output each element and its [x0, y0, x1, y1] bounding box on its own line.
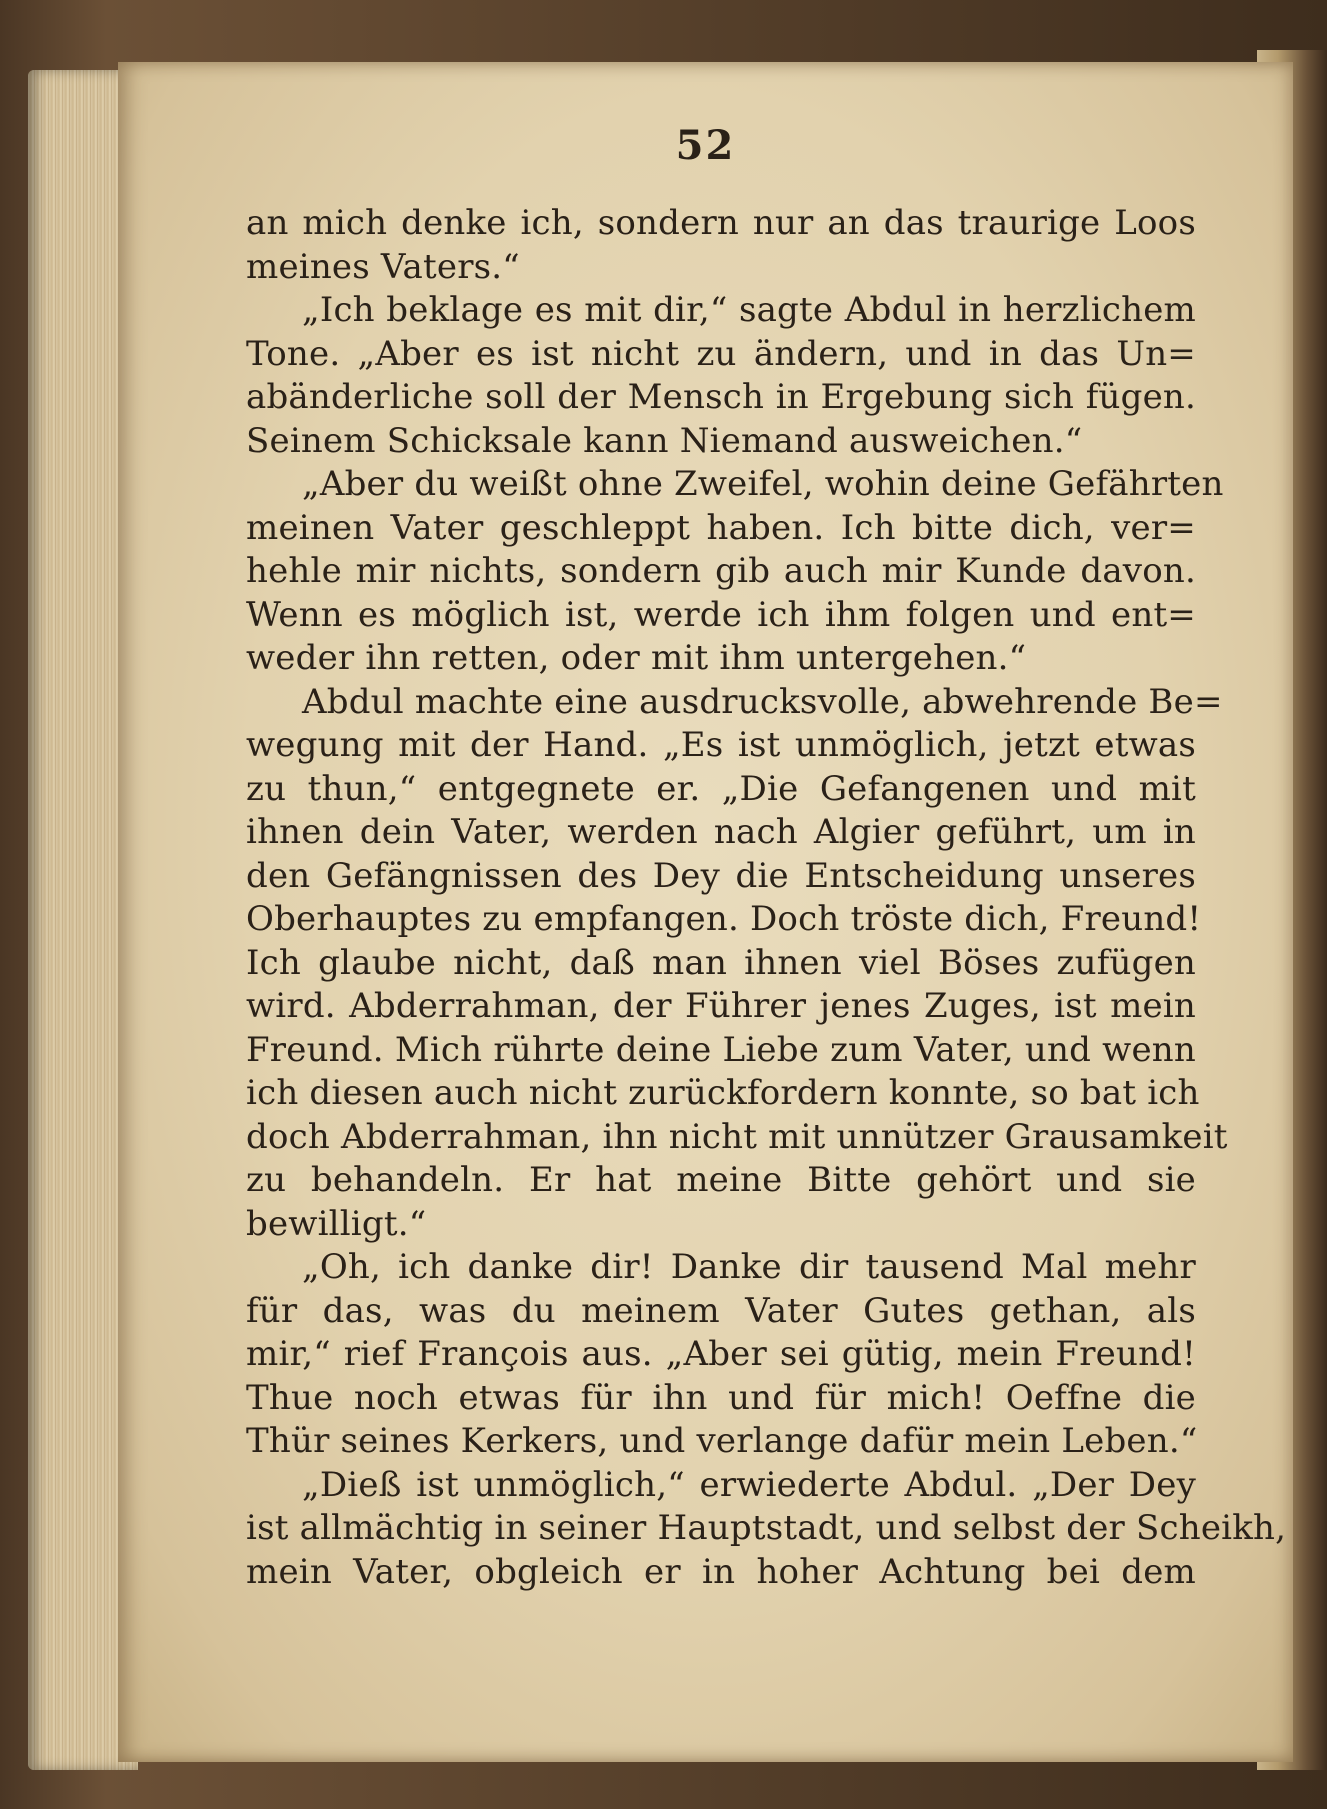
text-line: Seinem Schicksale kann Niemand ausweichen.“ [246, 420, 1083, 461]
text-line: Thue noch etwas für ihn und für mich! Oeffne die [246, 1377, 1196, 1418]
text-line: Freund. Mich rührte deine Liebe zum Vater, und wenn [246, 1029, 1196, 1070]
text-line: Wenn es möglich ist, werde ich ihm folgen und ent= [246, 594, 1196, 635]
text-line: Ich glaube nicht, daß man ihnen viel Böses zufügen [246, 942, 1196, 983]
text-line: mir,“ rief François aus. „Aber sei gütig, mein Freund! [246, 1334, 1196, 1374]
text-line: „Ich beklage es mit dir,“ sagte Abdul in herzlichem [302, 290, 1196, 330]
text-line: „Dieß ist unmöglich,“ erwiederte Abdul. „Der Dey [302, 1464, 1196, 1505]
text-line: weder ihn retten, oder mit ihm untergehen.“ [246, 638, 1027, 678]
text-line: Thür seines Kerkers, und verlange dafür mein Leben.“ [246, 1421, 1198, 1461]
page-number: 52 [675, 122, 736, 169]
text-line: bewilligt.“ [246, 1203, 427, 1244]
text-line: hehle mir nichts, sondern gib auch mir Kunde davon. [246, 551, 1196, 591]
text-line: ihnen dein Vater, werden nach Algier geführt, um in [246, 812, 1196, 852]
text-line: zu thun,“ entgegnete er. „Die Gefangenen und mit [246, 768, 1196, 809]
text-line: ist allmächtig in seiner Hauptstadt, und selbst der Scheikh, [246, 1508, 1287, 1548]
text-line: Tone. „Aber es ist nicht zu ändern, und in das Un= [246, 333, 1196, 374]
text-line: doch Abderrahman, ihn nicht mit unnützer Grausamkeit [246, 1116, 1228, 1157]
text-line: meines Vaters.“ [246, 246, 520, 287]
text-line: für das, was du meinem Vater Gutes gethan, als [246, 1290, 1196, 1331]
text-line: abänderliche soll der Mensch in Ergebung sich fügen. [246, 377, 1196, 417]
text-line: Oberhauptes zu empfangen. Doch tröste dich, Freund! [246, 899, 1202, 939]
text-line: meinen Vater geschleppt haben. Ich bitte dich, ver= [246, 507, 1196, 548]
text-line: mein Vater, obgleich er in hoher Achtung bei dem [246, 1551, 1196, 1592]
page-text [246, 202, 1287, 1594]
text-line: „Aber du weißt ohne Zweifel, wohin deine Gefährten [302, 464, 1224, 504]
text-line: an mich denke ich, sondern nur an das traurige Loos [246, 203, 1196, 243]
text-line: den Gefängnissen des Dey die Entscheidung unseres [246, 855, 1196, 896]
text-line: zu behandeln. Er hat meine Bitte gehört und sie [246, 1160, 1196, 1200]
book-page [118, 62, 1293, 1762]
text-line: ich diesen auch nicht zurückfordern konnte, so bat ich [246, 1073, 1200, 1113]
text-line: „Oh, ich danke dir! Danke dir tausend Mal mehr [302, 1247, 1196, 1287]
text-line: Abdul machte eine ausdrucksvolle, abwehrende Be= [302, 681, 1223, 722]
text-line: wegung mit der Hand. „Es ist unmöglich, jetzt etwas [246, 725, 1196, 765]
text-line: wird. Abderrahman, der Führer jenes Zuges, ist mein [246, 986, 1196, 1026]
